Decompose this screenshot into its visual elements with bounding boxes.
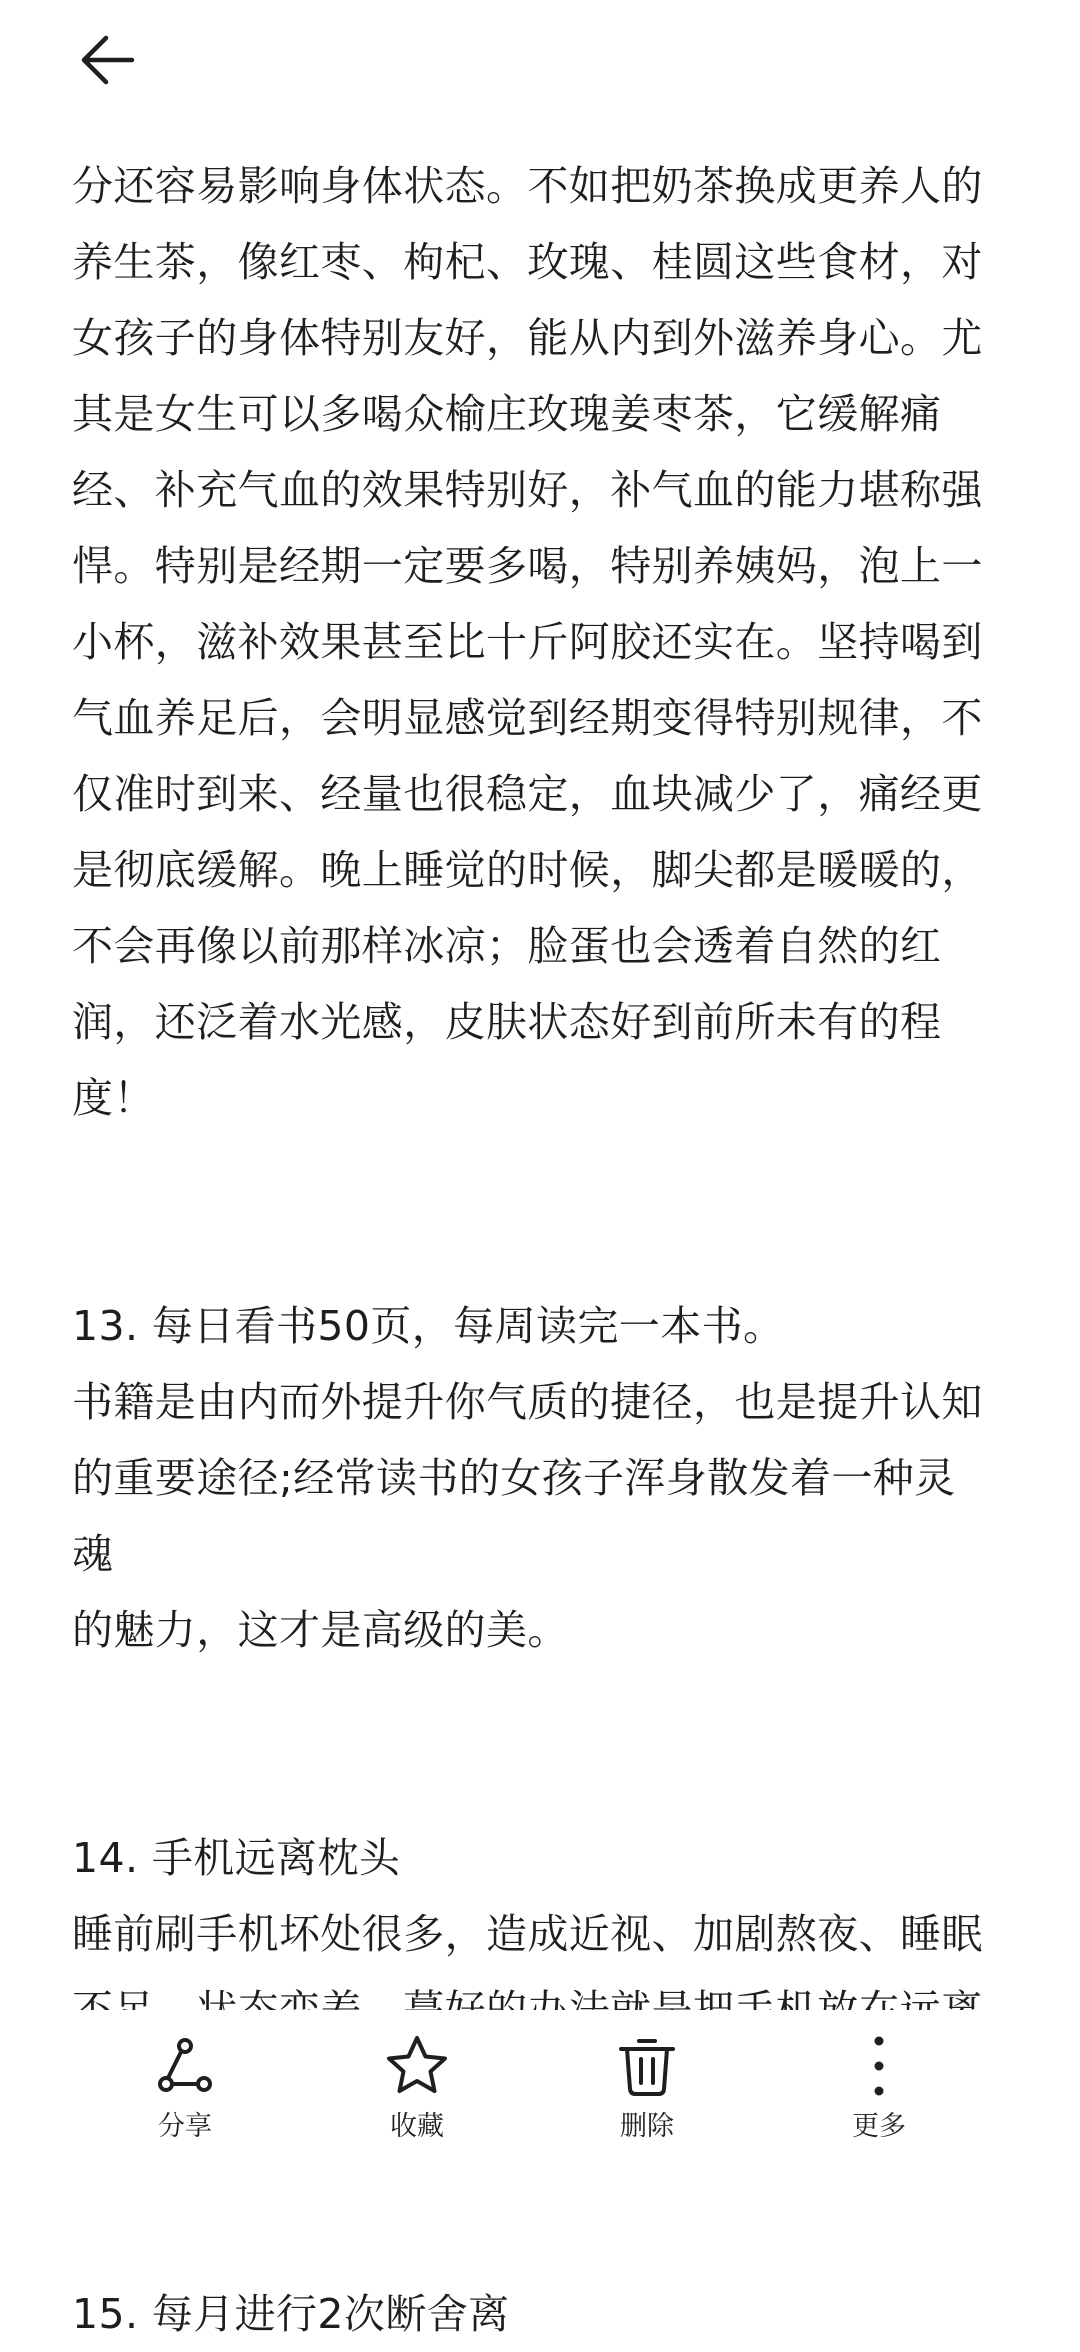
paragraph-gap — [72, 1136, 992, 1212]
favorite-button[interactable] — [342, 2010, 492, 2150]
share-button[interactable] — [110, 2010, 260, 2150]
favorite-label: 收藏 — [390, 2111, 444, 2142]
paragraph-gap — [72, 2200, 992, 2276]
note-paragraph: 15. 每月进行2次断舍离 — [72, 2290, 510, 2338]
paragraph-gap — [72, 1744, 992, 1820]
paragraph-gap — [72, 1212, 992, 1288]
share-label: 分享 — [158, 2111, 212, 2142]
star-icon — [381, 2030, 453, 2102]
trash-icon — [611, 2030, 683, 2102]
back-button[interactable] — [72, 24, 144, 96]
more-button[interactable] — [804, 2010, 954, 2150]
paragraph-gap — [72, 1668, 992, 1744]
share-icon — [149, 2030, 221, 2102]
note-paragraph: 14. 手机远离枕头 睡前刷手机坏处很多，造成近视、加剧熬夜、睡眠 — [72, 1834, 983, 1958]
note-paragraph: 分还容易影响身体状态。不如把奶茶换成更养人的 养生茶，像红枣、枸杞、玫瑰、桂圆这些食材，对 女孩子的身体特别友好，能从内到外滋养身心。尤 其是女生可以多喝众榆庄玫瑰姜枣茶，它缓解痛 经、补充气血的效果特别好，补气血的能力堪称强 悍。特别是经期一定要多喝，特别养姨妈，泡上一 小杯，滋补效果甚至比十斤阿胶还实在。坚持喝到 气血养足后，会明显感觉到经期变得特别规律，不 仅准时到来、经量也很稳定，血块减少了，痛经更 是彻底缓解。晚上睡觉的时候，脚尖都是暖暖的， 不会再像以前那样冰凉；脸蛋也会透着自然的红 润，还泛着水光感，皮肤状态好到前所未有的程 度！ — [72, 162, 983, 1122]
top-bar — [0, 0, 1080, 120]
more-vertical-icon — [843, 2030, 915, 2102]
more-label: 更多 — [852, 2111, 906, 2142]
delete-button[interactable] — [572, 2010, 722, 2150]
back-arrow-icon — [76, 28, 140, 92]
delete-label: 删除 — [620, 2111, 674, 2142]
note-paragraph: 13. 每日看书50页，每周读完一本书。 书籍是由内而外提升你气质的捷径，也是提升认知 的重要途径;经常读书的女孩子浑身散发着一种灵魂 的魅力，这才是高级的美。 — [72, 1302, 983, 1654]
bottom-action-bar — [0, 2010, 1080, 2150]
